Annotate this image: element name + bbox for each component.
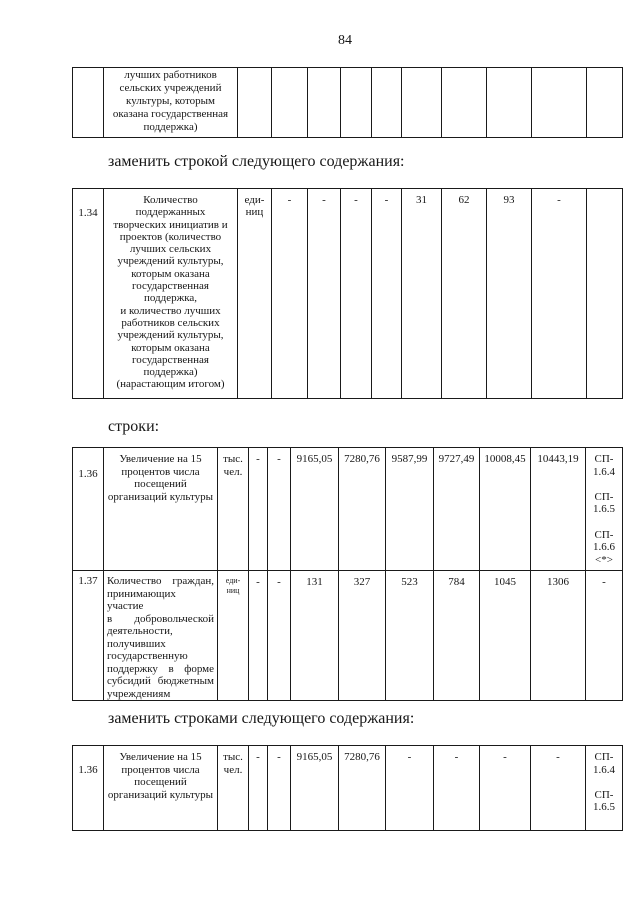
description-line: субсидий бюджетным [107, 675, 214, 687]
value-cell: - [308, 189, 341, 399]
value-cell: - [434, 746, 480, 831]
value-cell: 1306 [531, 571, 586, 701]
value-cell: 131 [291, 571, 339, 701]
value-cell: 1045 [480, 571, 531, 701]
table-old-rows [72, 447, 623, 701]
description-line: в добровольческой [107, 612, 214, 625]
note-cell: СП- 1.6.4 СП- 1.6.5 СП- 1.6.6 <*> [586, 448, 623, 571]
value-cell: - [268, 746, 291, 831]
description-line: получивших [107, 637, 166, 650]
table-row [73, 746, 623, 831]
value-cell: 31 [402, 189, 442, 399]
description-line: Количество граждан, [107, 575, 214, 587]
value-cell: 523 [386, 571, 434, 701]
description-line: учреждениям [107, 687, 171, 700]
empty-cell [238, 68, 272, 138]
value-cell: 10008,45 [480, 448, 531, 571]
unit-cell: тыс. чел. [218, 448, 249, 571]
page-number: 84 [338, 33, 352, 48]
value-cell: 9587,99 [386, 448, 434, 571]
value-cell: - [268, 448, 291, 571]
value-cell: 327 [339, 571, 386, 701]
empty-cell [402, 68, 442, 138]
row-description: Количество поддержанных творческих инициатив и проектов (количество лучших сельских учреждений культуры, которым оказана государственная поддержка, и количество лучших работников сельских учреждений культуры, которым оказана государственная поддержка) (нарастающим итогом) [104, 189, 238, 399]
table-row [73, 189, 623, 399]
value-cell: - [532, 189, 587, 399]
row-number: 1.34 [73, 189, 104, 399]
value-cell: 9727,49 [434, 448, 480, 571]
empty-cell [532, 68, 587, 138]
value-cell: 62 [442, 189, 487, 399]
empty-cell [73, 68, 104, 138]
value-cell: 784 [434, 571, 480, 701]
table-fragment [72, 67, 623, 138]
value-cell: - [268, 571, 291, 701]
value-cell: 7280,76 [339, 448, 386, 571]
value-cell: - [372, 189, 402, 399]
empty-cell [442, 68, 487, 138]
description-line: принимающих участие [107, 587, 176, 612]
description-line: деятельности, [107, 625, 173, 637]
table-row [73, 571, 623, 701]
row-number: 1.36 [73, 746, 104, 831]
description-line: поддержку в форме [107, 662, 214, 675]
unit-cell: тыс. чел. [218, 746, 249, 831]
value-cell: - [386, 746, 434, 831]
value-cell: - [249, 746, 268, 831]
table-new-rows [72, 745, 623, 831]
value-cell: 93 [487, 189, 532, 399]
table-row [73, 68, 623, 138]
row-description: лучших работников сельских учреждений культуры, которым оказана государственная поддержка) [104, 68, 238, 138]
empty-cell [308, 68, 341, 138]
instruction-replace-rows: заменить строками следующего содержания: [108, 710, 415, 727]
instruction-replace-row: заменить строкой следующего содержания: [108, 153, 405, 170]
row-description [104, 571, 218, 701]
value-cell: 7280,76 [339, 746, 386, 831]
row-description: Увеличение на 15 процентов числа посещений организаций культуры [104, 746, 218, 831]
empty-cell [587, 189, 623, 399]
unit-cell: еди- ниц [238, 189, 272, 399]
table-row [73, 448, 623, 571]
instruction-rows: строки: [108, 418, 160, 435]
unit-cell: еди- ниц [218, 571, 249, 701]
empty-cell [372, 68, 402, 138]
row-number: 1.37 [73, 571, 104, 701]
value-cell: - [531, 746, 586, 831]
note-cell: СП- 1.6.4 СП- 1.6.5 [586, 746, 623, 831]
value-cell: - [341, 189, 372, 399]
row-description: Увеличение на 15 процентов числа посещений организаций культуры [104, 448, 218, 571]
value-cell: 9165,05 [291, 746, 339, 831]
value-cell: - [249, 571, 268, 701]
value-cell: - [272, 189, 308, 399]
value-cell: 9165,05 [291, 448, 339, 571]
table-row-1-34 [72, 188, 623, 399]
empty-cell [487, 68, 532, 138]
note-cell: - [586, 571, 623, 701]
description-line: государственную [107, 650, 188, 662]
value-cell: - [249, 448, 268, 571]
value-cell: 10443,19 [531, 448, 586, 571]
row-number: 1.36 [73, 448, 104, 571]
value-cell: - [480, 746, 531, 831]
empty-cell [587, 68, 623, 138]
empty-cell [341, 68, 372, 138]
empty-cell [272, 68, 308, 138]
